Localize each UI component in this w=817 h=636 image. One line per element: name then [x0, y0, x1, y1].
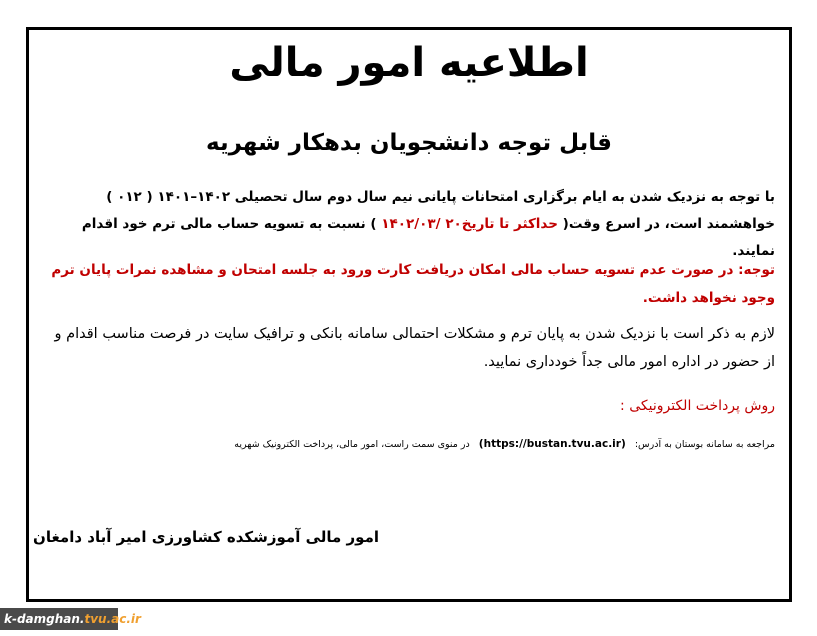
notice-subtitle: قابل توجه دانشجویان بدهکار شهریه: [206, 130, 612, 156]
deadline-text: حداکثر تا تاریخ۲۰ /۱۴۰۲/۰۳: [381, 216, 558, 232]
info-paragraph: لازم به ذکر است با نزدیک شدن به پایان ترم و مشکلات احتمالی سامانه بانکی و ترافیک سایت در فرصت مناسب اقدام و از حضور در اداره امور مالی جداً خودداری نمایید.: [54, 326, 775, 370]
warning-paragraph: توجه: در صورت عدم تسویه حساب مالی امکان دریافت کارت ورود به جلسه امتحان و مشاهده نمرات پایان ترم وجود نخواهد داشت.: [51, 262, 775, 306]
signature: امور مالی آموزشکده کشاورزی امیر آباد دامغان: [33, 528, 379, 546]
payment-method-title: روش پرداخت الکترونیکی :: [620, 398, 775, 414]
reference-suffix: در منوی سمت راست، امور مالی، پرداخت الکترونیک شهریه: [234, 439, 470, 450]
site-prefix: k-damghan.: [4, 612, 85, 626]
intro-text-end: ) نسبت به تسویه حساب مالی ترم خود اقدام نمایند.: [81, 216, 775, 259]
site-accent: tvu.ac.ir: [84, 612, 141, 626]
payment-reference: [43, 438, 775, 450]
bustan-link[interactable]: (https://bustan.tvu.ac.ir): [478, 438, 626, 450]
site-watermark: [0, 608, 141, 630]
notice-title: اطلاعیه امور مالی: [229, 40, 589, 86]
reference-prefix: مراجعه به سامانه بوستان به آدرس:: [634, 439, 775, 450]
intro-paragraph: [47, 184, 775, 265]
intro-text-start: با توجه به نزدیک شدن به ایام برگزاری امتحانات پایانی نیم سال دوم سال تحصیلی ۱۴۰۲–۱۴۰۱ ( ۰۱۲ ) خواهشمند است، در اسرع وقت(: [106, 189, 775, 232]
notice-frame: [26, 27, 792, 602]
